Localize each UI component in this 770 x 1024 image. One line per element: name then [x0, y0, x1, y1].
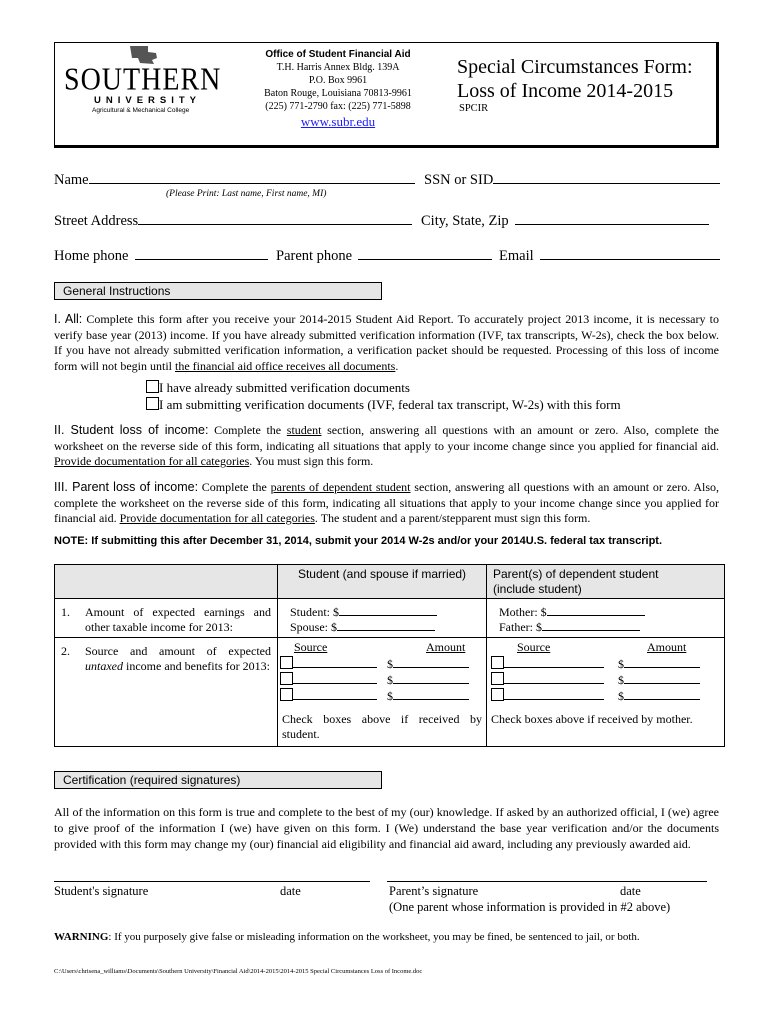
name-hint: (Please Print: Last name, First name, MI) [166, 189, 327, 199]
list-item [491, 672, 700, 688]
student-source-field-1[interactable] [293, 667, 377, 668]
student-column-header [278, 565, 487, 599]
list-item [280, 688, 469, 704]
student-amount-field[interactable] [339, 615, 437, 616]
university-logo [64, 46, 244, 116]
check-row-2 [146, 397, 621, 413]
table-row [55, 599, 725, 638]
student-signature-line[interactable] [54, 881, 370, 882]
instruction-i-text: Complete this form after you receive your 2014-2015 Student Aid Report. To accurately project 2013 income, it is necessary to verify base year (2013) income. If you have already submitted verification information (IVF, tax transcripts, W-2s), check the box below. If you have not already submitted verification information, a verification packet should be requested. Processing of this loss of income form will not begin until [54, 312, 720, 373]
instruction-ii-underlined2: Provide documentation for all categories [54, 454, 250, 468]
parent-date-label: date [620, 884, 641, 898]
list-item [280, 672, 469, 688]
row1-label-cell [55, 599, 278, 638]
row2-student-cell [278, 638, 487, 747]
table-header-row [55, 565, 725, 599]
mother-amount-field[interactable] [547, 615, 645, 616]
warning [54, 931, 640, 943]
street-label: Street Address [54, 213, 139, 229]
instruction-iii-underlined2: Provide documentation for all categories [119, 511, 315, 525]
dollar-sign: $ [387, 657, 393, 671]
logo-subtitle: Agricultural & Mechanical College [92, 107, 190, 114]
parent-source-field-2[interactable] [504, 683, 604, 684]
parent-source-field-3[interactable] [504, 699, 604, 700]
form-title [457, 55, 693, 103]
spouse-amount-label: Spouse: $ [290, 620, 338, 634]
student-amount-field-3[interactable] [393, 699, 469, 700]
table-row [55, 638, 725, 747]
dollar-sign: $ [618, 689, 624, 703]
instruction-ii-text2: section, answering all questions with an amount or zero. Also, complete the worksheet on the reverse side of this form, indicating all situations that apply to your income change since you applied for financial aid. [54, 423, 719, 453]
instruction-iii-lead: III. Parent loss of income: [54, 480, 199, 494]
instruction-iii-text3: . The student and a parent/stepparent must sign this form. [314, 511, 591, 525]
student-untaxed-checkbox-1[interactable] [280, 656, 293, 669]
parent-amount-field-3[interactable] [624, 699, 700, 700]
student-date-label: date [280, 884, 301, 898]
parent-phone-row [276, 248, 492, 265]
email-label: Email [499, 248, 534, 264]
street-row [54, 213, 412, 230]
website-link[interactable]: www.subr.edu [300, 114, 376, 129]
mother-amount-label: Mother: $ [499, 605, 547, 619]
row2-parent-cell [487, 638, 725, 747]
row1-student-cell [278, 599, 487, 638]
instruction-i [54, 312, 719, 374]
row2-text1: Source and amount of expected [85, 644, 271, 658]
instruction-i-lead: I. All: [54, 312, 83, 326]
parent-untaxed-list [491, 656, 700, 704]
parent-column-label-1: Parent(s) of dependent student [493, 567, 659, 581]
parent-signature-line[interactable] [387, 881, 707, 882]
submitting-now-checkbox[interactable] [146, 397, 159, 410]
table-corner [55, 565, 278, 599]
row2-label-cell [55, 638, 278, 747]
address-line2: P.O. Box 9961 [308, 75, 368, 86]
form-code: SPCIR [459, 103, 489, 114]
row1-parent-cell [487, 599, 725, 638]
email-row [499, 248, 720, 265]
instruction-iii-text1: Complete the [198, 480, 271, 494]
phone-fax: (225) 771-2790 fax: (225) 771-5898 [265, 101, 411, 112]
student-source-field-3[interactable] [293, 699, 377, 700]
instruction-ii [54, 423, 719, 470]
parent-note: (One parent whose information is provided in #2 above) [389, 900, 671, 914]
list-item [491, 688, 700, 704]
student-signature-label: Student's signature [54, 884, 149, 898]
instruction-iii-underlined1: parents of dependent student [270, 480, 411, 494]
already-submitted-label: I have already submitted verification documents [159, 380, 410, 395]
list-item [491, 656, 700, 672]
parent-amount-field-1[interactable] [624, 667, 700, 668]
street-field[interactable] [138, 224, 412, 225]
row2-number: 2. [61, 644, 70, 658]
dollar-sign: $ [618, 673, 624, 687]
ssn-label: SSN or SID [424, 172, 494, 188]
office-title: Office of Student Financial Aid [265, 49, 411, 60]
name-field[interactable] [89, 183, 415, 184]
instruction-iii [54, 480, 719, 527]
student-amount-field-1[interactable] [393, 667, 469, 668]
home-phone-label: Home phone [54, 248, 129, 264]
certification-heading: Certification (required signatures) [54, 771, 382, 789]
father-amount-label: Father: $ [499, 620, 542, 634]
student-amount-label: Student: $ [290, 605, 340, 619]
address-line3: Baton Rouge, Louisiana 70813-9961 [264, 88, 412, 99]
instruction-i-end: . [395, 358, 399, 373]
ssn-row [424, 172, 720, 189]
warning-lead: WARNING [54, 931, 109, 943]
row2-italic: untaxed [85, 659, 123, 673]
form-title-line2: Loss of Income 2014-2015 [457, 80, 674, 102]
city-row [421, 213, 709, 230]
office-info [238, 48, 438, 131]
parent-source-label: Source [517, 640, 551, 654]
logo-university: UNIVERSITY [94, 95, 202, 106]
form-title-line1: Special Circumstances Form: [457, 56, 693, 78]
parent-amount-field-2[interactable] [624, 683, 700, 684]
father-amount-field[interactable] [542, 630, 640, 631]
instruction-i-underlined: the financial aid office receives all documents [175, 358, 396, 373]
parent-amount-header: Amount [647, 640, 687, 654]
parent-untaxed-checkbox-2[interactable] [491, 672, 504, 685]
instruction-iii-text2: section, answering all questions with an amount or zero. Also, complete the worksheet on the reverse side of this form, indicating all situations that apply to your income change since you applied for financial aid. [54, 480, 719, 525]
student-check-note: Check boxes above if received by student. [282, 712, 482, 741]
student-source-label: Source [294, 640, 328, 654]
home-phone-field[interactable] [135, 259, 268, 260]
row2-text2: income and benefits for 2013: [123, 659, 270, 673]
city-field[interactable] [515, 224, 709, 225]
warning-text: : If you purposely give false or misleading information on the worksheet, you may be fined, be sentenced to jail, or both. [108, 931, 640, 943]
dollar-sign: $ [387, 673, 393, 687]
student-source-field-2[interactable] [293, 683, 377, 684]
note: NOTE: If submitting this after December 31, 2014, submit your 2014 W-2s and/or your 2014U.S. federal tax transcript. [54, 535, 663, 547]
parent-column-label-2: (include student) [493, 582, 582, 596]
parent-phone-field[interactable] [358, 259, 492, 260]
parent-source-field-1[interactable] [504, 667, 604, 668]
dollar-sign: $ [387, 689, 393, 703]
ssn-field[interactable] [493, 183, 720, 184]
instruction-ii-underlined1: student [286, 423, 322, 437]
dollar-sign: $ [618, 657, 624, 671]
general-instructions-heading: General Instructions [54, 282, 382, 300]
name-label: Name [54, 172, 89, 188]
parent-signature-label: Parent’s signature [389, 884, 479, 898]
parent-phone-label: Parent phone [276, 248, 353, 264]
student-amount-field-2[interactable] [393, 683, 469, 684]
student-amount-header: Amount [426, 640, 466, 654]
student-untaxed-list [280, 656, 469, 704]
instruction-ii-text1: Complete the [208, 423, 287, 437]
student-column-label: Student (and spouse if married) [297, 567, 467, 581]
parent-column-header [487, 565, 725, 599]
submitting-now-label: I am submitting verification documents (IVF, federal tax transcript, W-2s) with this form [159, 397, 621, 412]
home-phone-row [54, 248, 268, 265]
row1-number: 1. [61, 605, 70, 619]
certification-text: All of the information on this form is true and complete to the best of my (our) knowledge. If asked by an authorized official, I (we) agree to give proof of the information I (we) have given on this form. I (We) understand the base year verification and/or the documents provided with this form may change my (our) financial aid eligibility and financial aid award, including any previously awarded aid. [54, 805, 719, 851]
logo-name: SOUTHERN [64, 62, 222, 98]
instruction-ii-text3: . You must sign this form. [249, 454, 374, 468]
spouse-amount-field[interactable] [337, 630, 435, 631]
student-untaxed-checkbox-3[interactable] [280, 688, 293, 701]
parent-untaxed-checkbox-3[interactable] [491, 688, 504, 701]
row1-text: Amount of expected earnings and other taxable income for 2013: [85, 605, 271, 634]
check-row-1 [146, 380, 410, 396]
already-submitted-checkbox[interactable] [146, 380, 159, 393]
parent-check-note: Check boxes above if received by mother. [491, 712, 693, 726]
name-row [54, 172, 415, 189]
instruction-ii-lead: II. Student loss of income: [54, 423, 209, 437]
parent-untaxed-checkbox-1[interactable] [491, 656, 504, 669]
address-line1: T.H. Harris Annex Bldg. 139A [276, 62, 400, 73]
income-table [54, 564, 725, 747]
email-field[interactable] [540, 259, 720, 260]
student-untaxed-checkbox-2[interactable] [280, 672, 293, 685]
city-label: City, State, Zip [421, 213, 509, 229]
footer-path: C:\Users\chrisena_williams\Documents\Southern University\Financial Aid\2014-2015\2014-2015 Special Circumstances Loss of Income.doc [54, 968, 423, 975]
list-item [280, 656, 469, 672]
